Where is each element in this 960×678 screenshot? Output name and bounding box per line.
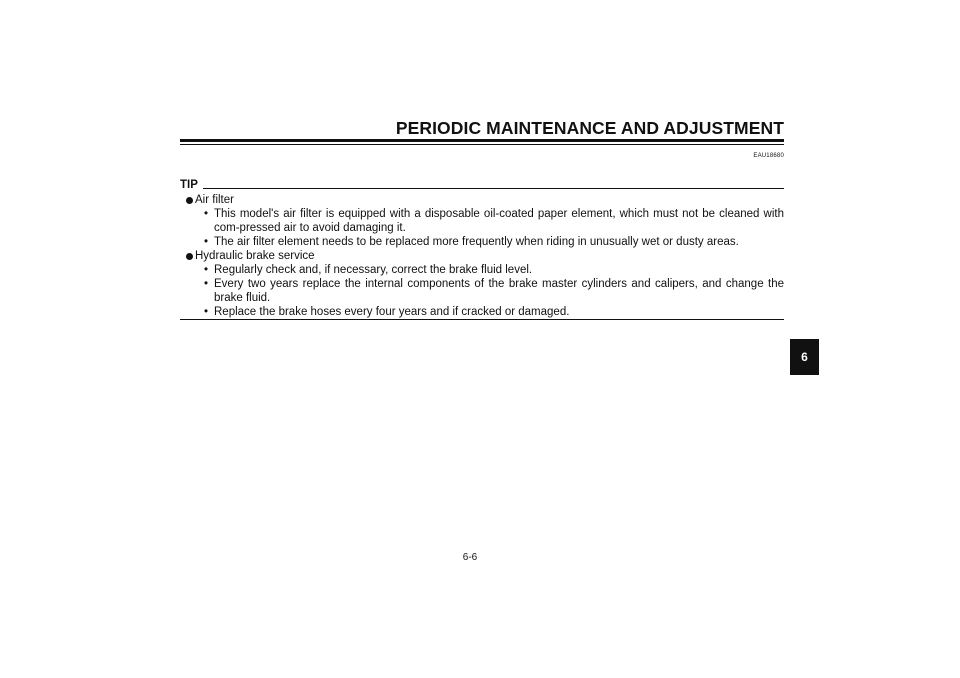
document-code: EAU18680 [753,153,784,159]
page-title: PERIODIC MAINTENANCE AND ADJUSTMENT [395,118,784,138]
tip-label: TIP [180,179,198,191]
list-item [180,277,784,305]
list-item-text: Replace the brake hoses every four years and if cracked or damaged. [214,306,570,318]
list-item-text: Regularly check and, if necessary, correct the brake fluid level. [214,264,533,276]
list-item-text: This model's air filter is equipped with a disposable oil-coated paper element, which must not be cleaned with com-pressed air to avoid damaging it. [214,208,784,234]
bullet-icon: • [204,306,209,318]
filled-circle-bullet-icon [186,253,193,260]
list-item-text: Every two years replace the internal components of the brake master cylinders and calipers, and change the brake fluid. [214,278,784,304]
section-hydraulic-brake-service [180,249,784,319]
tip-rule-bottom [180,319,784,320]
section-heading [180,193,784,207]
chapter-tab [790,339,819,375]
section-heading-text: Hydraulic brake service [195,250,315,262]
bullet-icon: • [204,278,209,290]
page-number: 6-6 [462,552,478,563]
bullet-icon: • [204,264,209,276]
chapter-tab-number: 6 [801,350,808,364]
list-item-text: The air filter element needs to be replaced more frequently when riding in unusually wet or dusty areas. [214,236,739,248]
list-item [180,263,784,277]
section-heading [180,249,784,263]
tip-body [180,193,784,319]
bullet-icon: • [204,236,209,248]
header-rule-thin [180,144,784,145]
bullet-icon: • [204,208,209,220]
filled-circle-bullet-icon [186,197,193,204]
header-rule-thick [180,139,784,142]
list-item [180,305,784,319]
section-air-filter [180,193,784,249]
tip-rule-top [203,188,784,189]
list-item [180,235,784,249]
section-heading-text: Air filter [195,194,234,206]
list-item [180,207,784,235]
